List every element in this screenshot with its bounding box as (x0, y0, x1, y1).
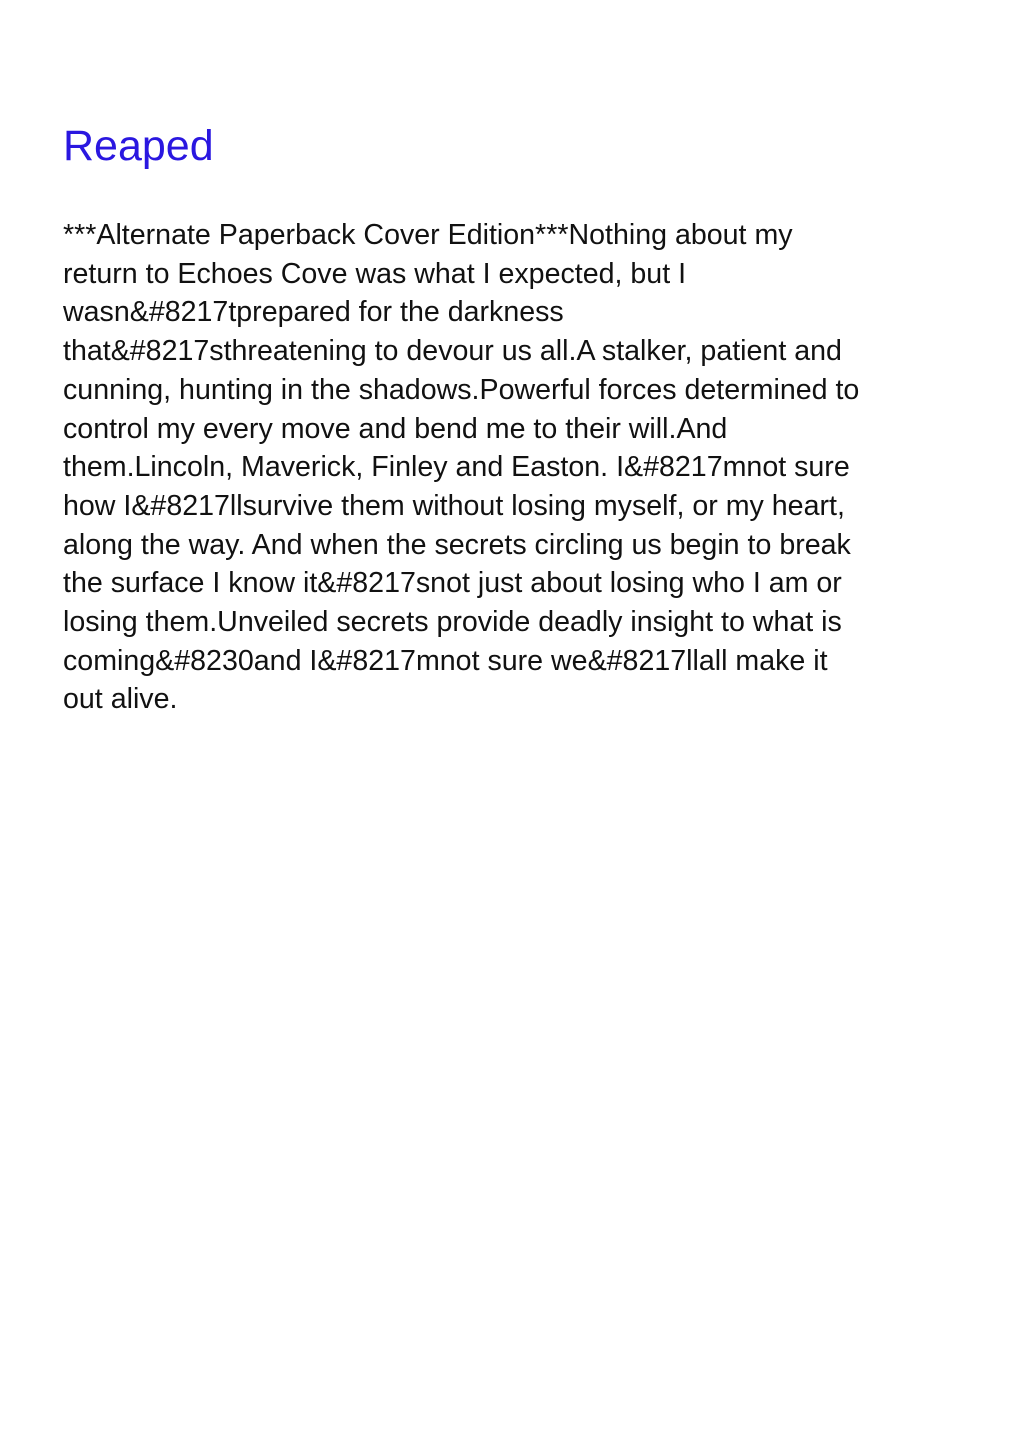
description-line: them.Lincoln, Maverick, Finley and Easton. I&#8217mnot sure (63, 451, 850, 484)
description-line: losing them.Unveiled secrets provide deadly insight to what is (63, 606, 842, 639)
description-line: how I&#8217llsurvive them without losing myself, or my heart, (63, 489, 845, 522)
book-description (63, 216, 963, 719)
description-line: wasn&#8217tprepared for the darkness (63, 296, 564, 329)
description-line: coming&#8230and I&#8217mnot sure we&#8217llall make it (63, 644, 828, 677)
description-line: control my every move and bend me to their will.And (63, 412, 728, 445)
description-line: cunning, hunting in the shadows.Powerful forces determined to (63, 373, 860, 406)
description-line: along the way. And when the secrets circling us begin to break (63, 528, 851, 561)
description-line: ***Alternate Paperback Cover Edition***Nothing about my (63, 219, 793, 251)
document-title: Reaped (63, 122, 214, 170)
description-line: out alive. (63, 683, 178, 716)
description-line: that&#8217sthreatening to devour us all.A stalker, patient and (63, 335, 842, 368)
description-line: return to Echoes Cove was what I expected, but I (63, 257, 687, 290)
description-line: the surface I know it&#8217snot just about losing who I am or (63, 567, 842, 600)
